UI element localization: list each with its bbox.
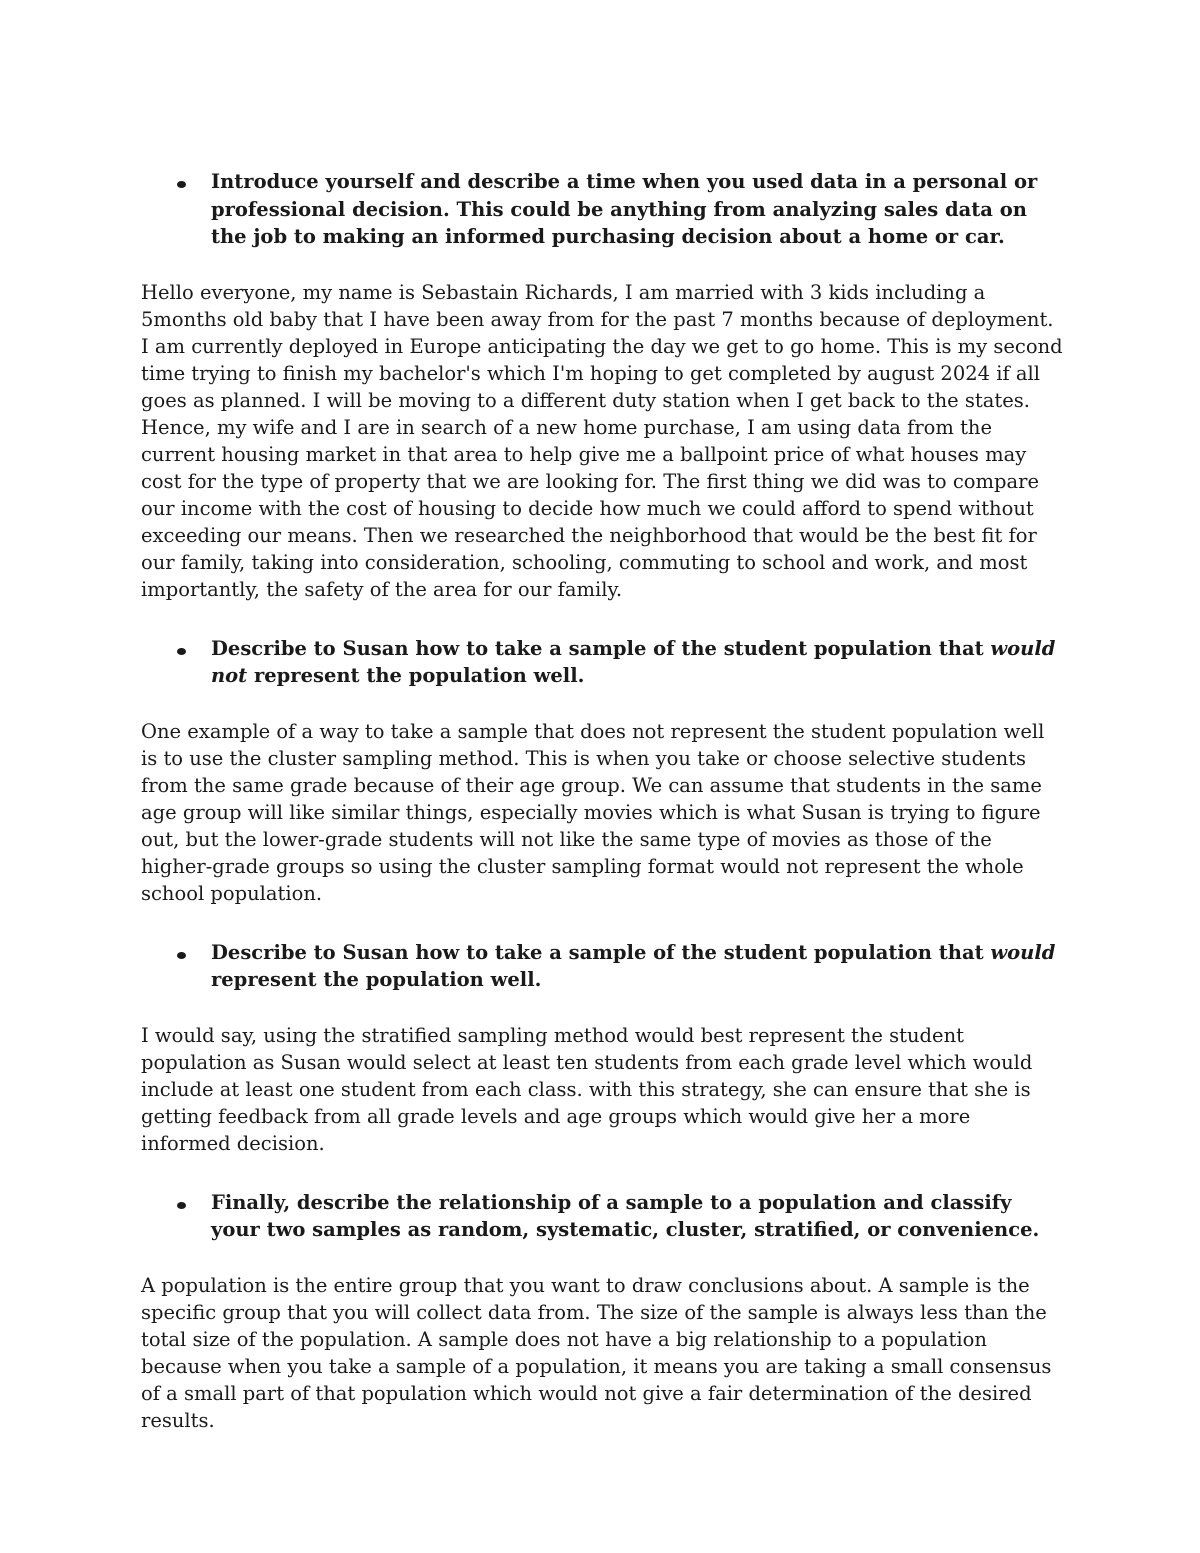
bullet-icon [177, 952, 186, 959]
answer-4: A population is the entire group that you want to draw conclusions about. A sample is the specific group that you will collect data from. The size of the sample is always less than the total size of the population. A sample does not have a big relationship to a population because when you take a sample of a population, it means you are taking a small consensus of a small part of that population which would not give a fair determination of the desired results. [141, 1273, 1052, 1432]
prompt-4-text: Finally, describe the relationship of a sample to a population and classify your two samples as random, systematic, cluster, stratified, or convenience. [211, 1190, 1040, 1241]
prompt-2-text-a: Describe to Susan how to take a sample of the student population that [211, 636, 991, 660]
bullet-icon [177, 648, 186, 655]
prompt-3-emphasis: would [990, 940, 1056, 964]
bullet-icon [177, 1202, 186, 1209]
prompt-4 [141, 1189, 1066, 1244]
bullet-icon [177, 181, 186, 188]
prompt-3-text-a: Describe to Susan how to take a sample of the student population that [211, 940, 991, 964]
prompt-2-emphasis: would not [211, 636, 1056, 687]
prompt-2-text-b: represent the population well. [247, 664, 585, 687]
prompt-1-text: Introduce yourself and describe a time when you used data in a personal or professional decision. This could be anything from analyzing sales data on the job to making an informed purchasing decision about a home or car. [211, 170, 1038, 248]
answer-2: One example of a way to take a sample that does not represent the student population well is to use the cluster sampling method. This is when you take or choose selective students from the same grade because of their age group. We can assume that students in the same age group will like similar things, especially movies which is what Susan is trying to figure out, but the lower-grade students will not like the same type of movies as those of the higher-grade groups so using the cluster sampling format would not represent the whole school population. [141, 719, 1045, 905]
document-body [141, 168, 1066, 1434]
prompt-3 [141, 939, 1066, 994]
answer-3: I would say, using the stratified sampling method would best represent the student population as Susan would select at least ten students from each grade level which would include at least one student from each class. with this strategy, she can ensure that she is getting feedback from all grade levels and age groups which would give her a more informed decision. [141, 1023, 1033, 1155]
prompt-1 [141, 168, 1066, 251]
prompt-3-text-b: represent the population well. [211, 968, 542, 991]
prompt-2 [141, 635, 1066, 690]
answer-1: Hello everyone, my name is Sebastain Richards, I am married with 3 kids including a 5months old baby that I have been away from for the past 7 months because of deployment. I am currently deployed in Europe anticipating the day we get to go home. This is my second time trying to finish my bachelor's which I'm hoping to get completed by august 2024 if all goes as planned. I will be moving to a different duty station when I get back to the states. Hence, my wife and I are in search of a new home purchase, I am using data from the current housing market in that area to help give me a ballpoint price of what houses may cost for the type of property that we are looking for. The first thing we did was to compare our income with the cost of housing to decide how much we could afford to spend without exceeding our means. Then we researched the neighborhood that would be the best fit for our family, taking into consideration, schooling, commuting to school and work, and most importantly, the safety of the area for our family. [141, 280, 1063, 601]
